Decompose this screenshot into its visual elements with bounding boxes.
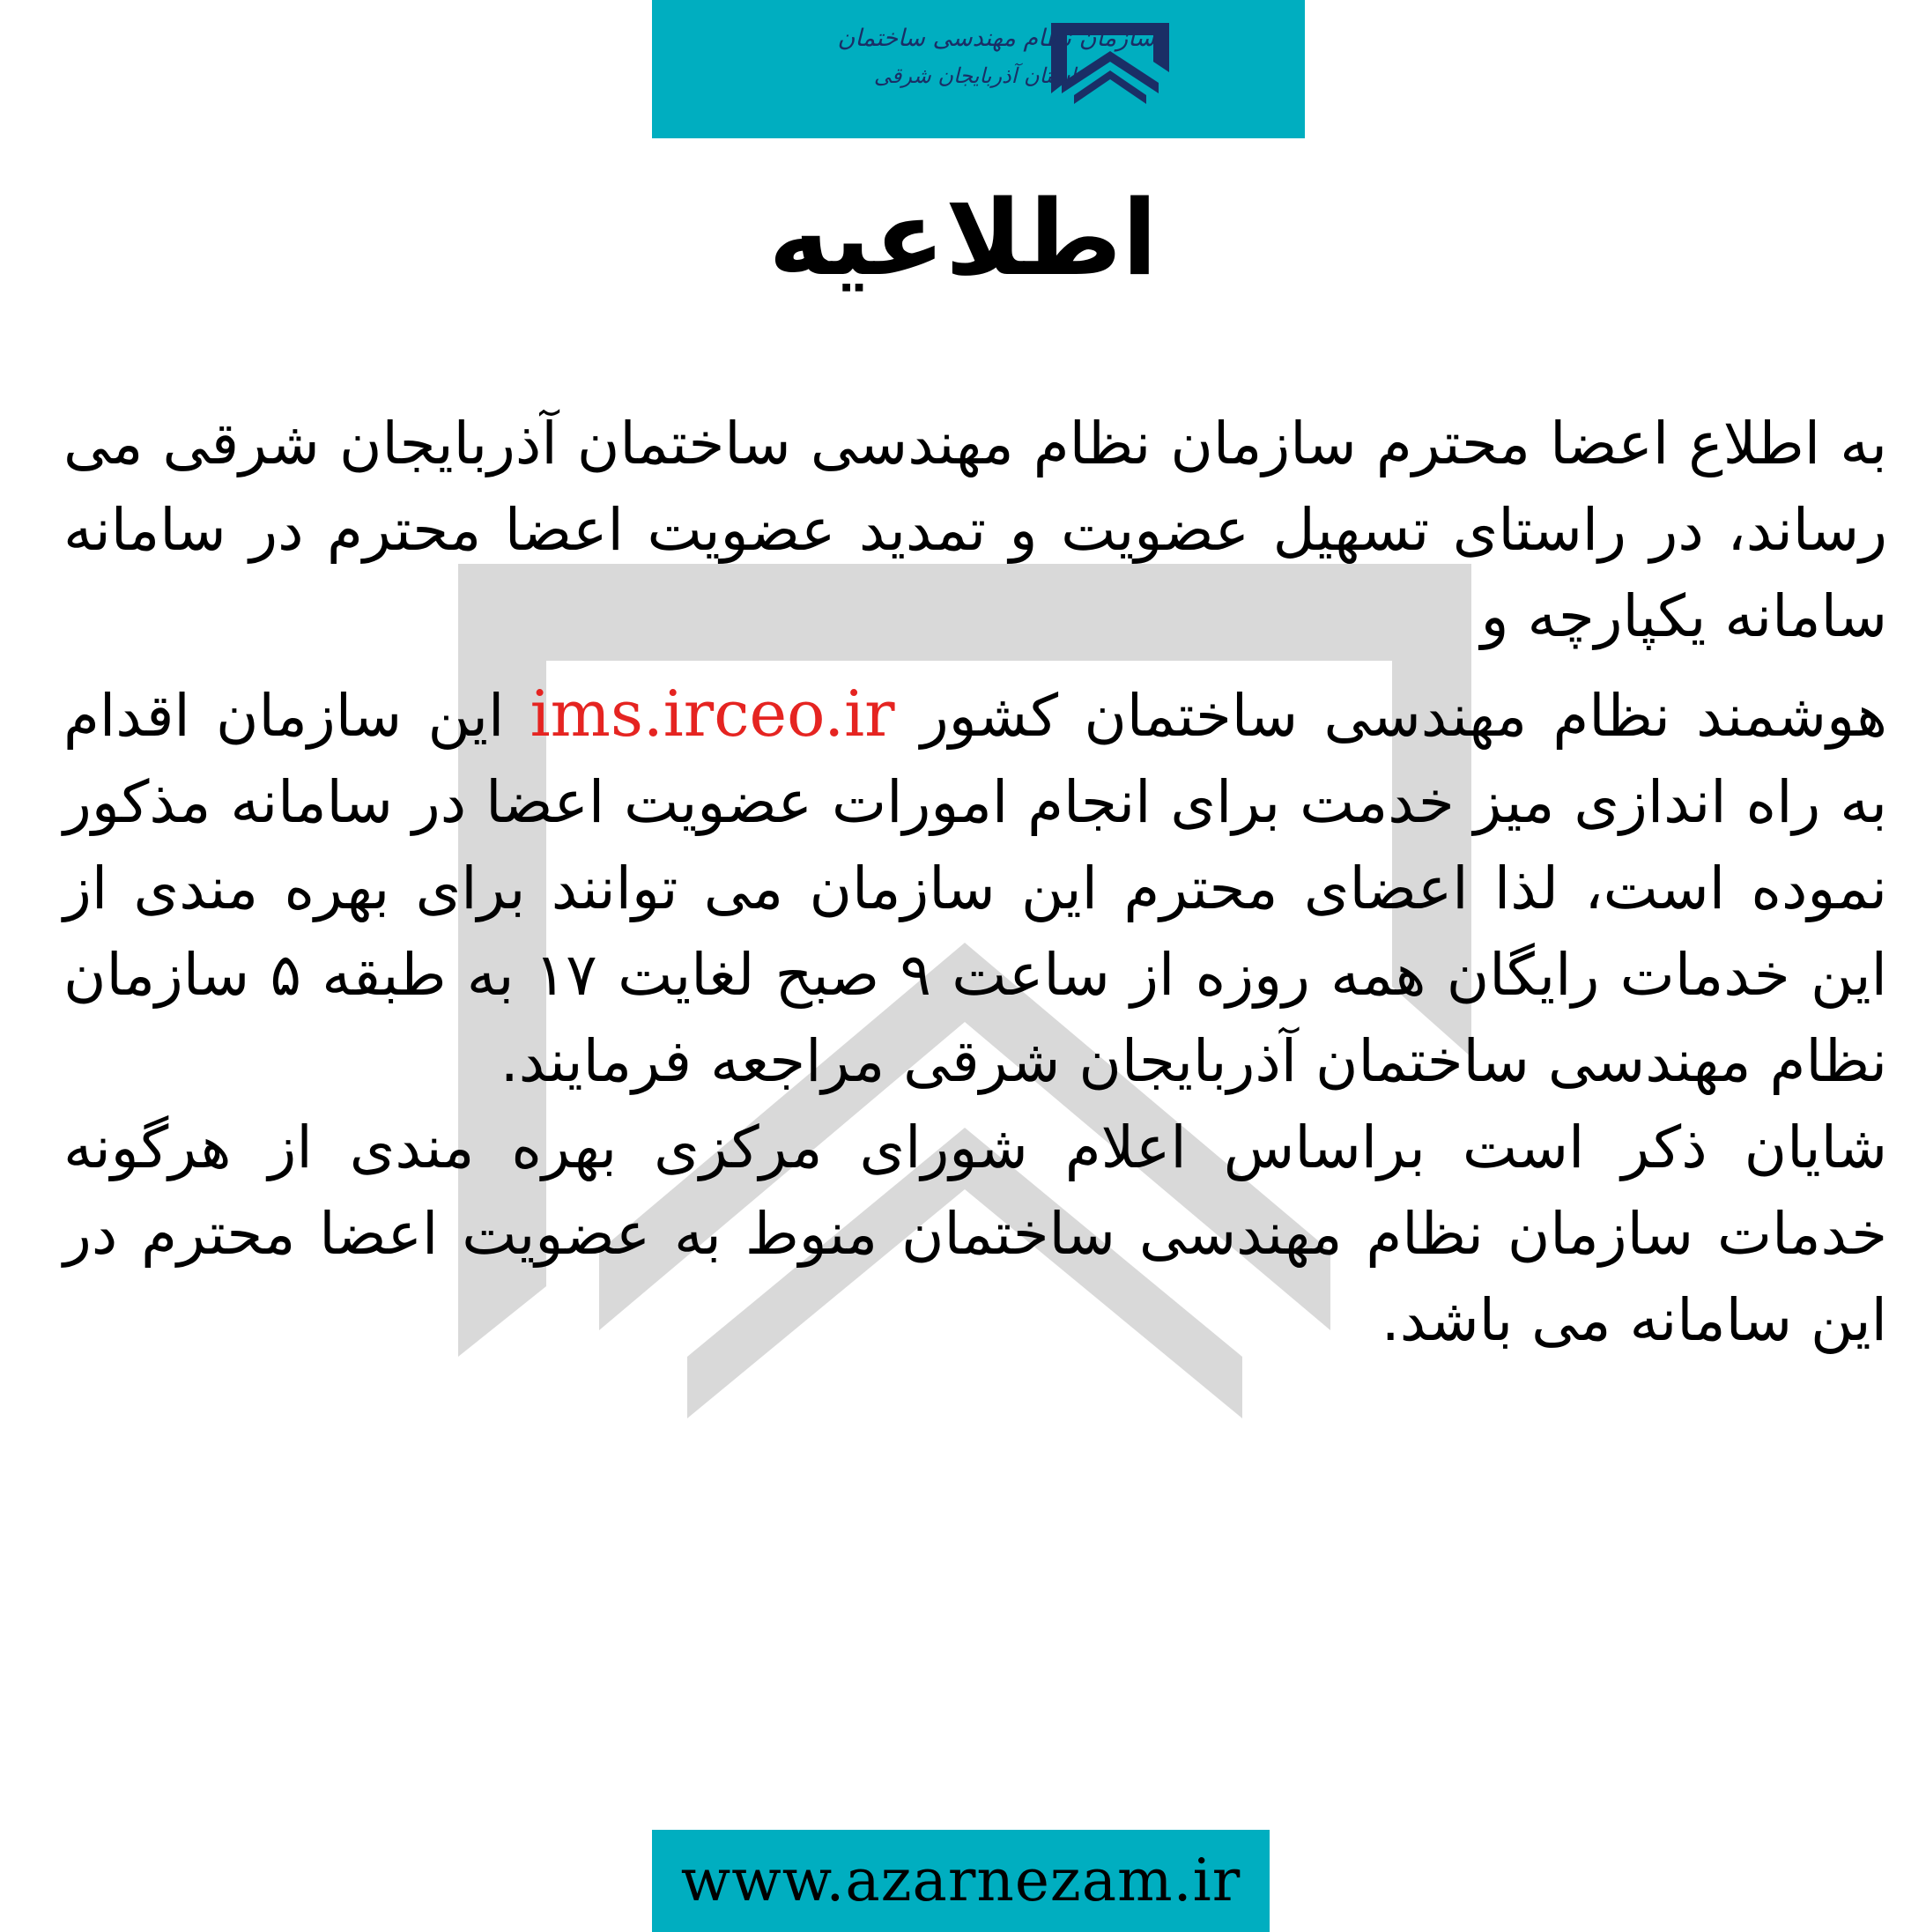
page-title: اطلاعیه bbox=[768, 177, 1158, 299]
paragraph-2 bbox=[63, 670, 1887, 1105]
paragraph-3: شایان ذکر است براساس اعلام شورای مرکزی بهره مندی از هرگونه خدمات سازمان نظام مهندسی ساختمان منوط به عضویت اعضا محترم در این سامانه می باشد. bbox=[63, 1114, 1887, 1354]
ims-website-link[interactable]: ims.irceo.ir bbox=[530, 677, 895, 751]
logo-province-name: استان آذربایجان شرقی bbox=[873, 63, 1076, 88]
announcement-body bbox=[63, 401, 1887, 1705]
logo-org-name: سازمان نظام مهندسی ساختمان bbox=[837, 25, 1155, 52]
header-banner bbox=[652, 0, 1305, 138]
website-url-link[interactable]: www.azarnezam.ir bbox=[680, 1847, 1241, 1914]
paragraph-2-rest: این سازمان اقدام به راه اندازی میز خدمت برای انجام امورات عضویت اعضا در سامانه مذکور نموده است، لذا اعضای محترم این سازمان می توانند برای بهره مندی از این خدمات رایگان همه روزه از ساعت ۹ صبح لغایت ۱۷ به طبقه ۵ سازمان نظام مهندسی ساختمان آذربایجان شرقی مراجعه فرمایند. bbox=[63, 682, 1887, 1095]
footer-banner bbox=[652, 1830, 1270, 1932]
paragraph-1: به اطلاع اعضا محترم سازمان نظام مهندسی ساختمان آذربایجان شرقی می رساند، در راستای تسهیل عضویت و تمدید عضویت اعضا محترم در سامانه سامانه یکپارچه و bbox=[63, 410, 1887, 650]
paragraph-2-intro: هوشمند نظام مهندسی ساختمان کشور bbox=[894, 682, 1887, 750]
organization-logo-text bbox=[785, 19, 1155, 123]
